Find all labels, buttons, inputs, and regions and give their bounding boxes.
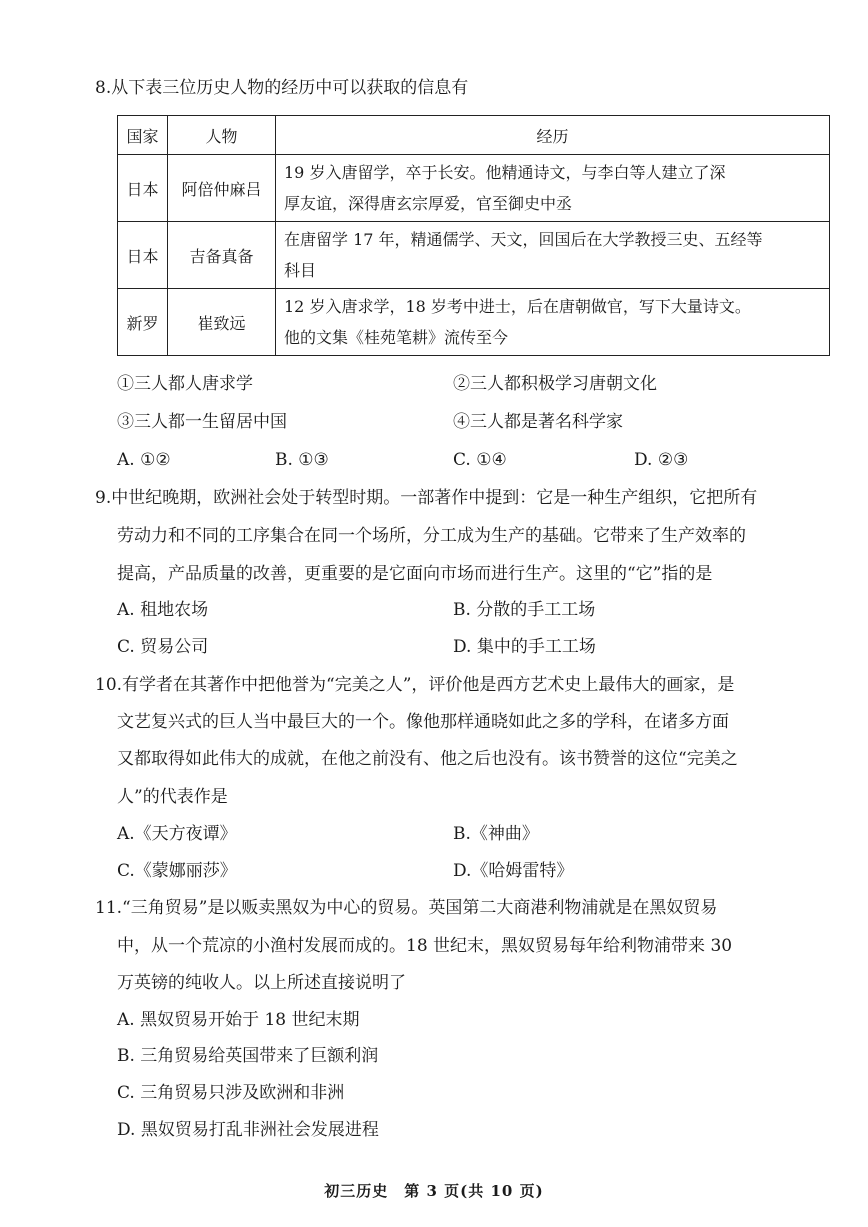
- q8-stem: 8.从下表三位历史人物的经历中可以获取的信息有: [95, 78, 469, 98]
- q8-table: [117, 115, 830, 356]
- row-experience: [276, 155, 830, 222]
- q11-option-a: A. 黑奴贸易开始于 18 世纪末期: [117, 1010, 360, 1030]
- q10-option-a: A.《天方夜谭》: [117, 824, 237, 844]
- q11-stem-line: 万英镑的纯收人。以上所述直接说明了: [117, 973, 406, 993]
- q10-option-c: C.《蒙娜丽莎》: [117, 861, 237, 881]
- experience-line: 厚友谊，深得唐玄宗厚爱，官至御史中丞: [284, 194, 573, 213]
- experience-line: 19 岁入唐留学，卒于长安。他精通诗文，与李白等人建立了深: [284, 163, 726, 182]
- q10-stem-line: 人”的代表作是: [117, 787, 228, 807]
- row-person: 吉备真备: [168, 222, 276, 289]
- row-experience: [276, 222, 830, 289]
- q8-statement-2: ②三人都积极学习唐朝文化: [453, 374, 657, 394]
- q9-option-b: B. 分散的手工工场: [453, 600, 596, 620]
- header-person: 人物: [168, 116, 276, 155]
- table-header-row: [118, 116, 830, 155]
- experience-line: 12 岁入唐求学，18 岁考中进士，后在唐朝做官，写下大量诗文。: [284, 297, 751, 316]
- q10-stem-line: 10.有学者在其著作中把他誉为“完美之人”，评价他是西方艺术史上最伟大的画家，是: [95, 675, 735, 695]
- q9-stem-line: 提高，产品质量的改善，更重要的是它面向市场而进行生产。这里的“它”指的是: [117, 564, 713, 584]
- q11-stem-line: 中，从一个荒凉的小渔村发展而成的。18 世纪末，黑奴贸易每年给利物浦带来 30: [117, 936, 733, 956]
- row-country: 日本: [118, 222, 168, 289]
- q8-statement-3: ③三人都一生留居中国: [117, 412, 287, 432]
- row-country: 新罗: [118, 289, 168, 356]
- q10-stem-line: 文艺复兴式的巨人当中最巨大的一个。像他那样通晓如此之多的学科，在诸多方面: [117, 712, 729, 732]
- q9-option-d: D. 集中的手工工场: [453, 637, 596, 657]
- table-row: [118, 289, 830, 356]
- q8-option-c: C. ①④: [453, 450, 507, 470]
- q8-option-a: A. ①②: [117, 450, 171, 470]
- header-country: 国家: [118, 116, 168, 155]
- q11-stem-line: 11.“三角贸易”是以贩卖黑奴为中心的贸易。英国第二大商港利物浦就是在黑奴贸易: [95, 898, 718, 918]
- page-footer: 初三历史 第 3 页(共 10 页): [324, 1182, 544, 1200]
- q11-option-c: C. 三角贸易只涉及欧洲和非洲: [117, 1083, 345, 1103]
- q10-stem-line: 又都取得如此伟大的成就，在他之前没有、他之后也没有。该书赞誉的这位“完美之: [117, 749, 738, 769]
- table-row: [118, 155, 830, 222]
- experience-line: 他的文集《桂苑笔耕》流传至今: [284, 328, 509, 347]
- row-country: 日本: [118, 155, 168, 222]
- q8-statement-4: ④三人都是著名科学家: [453, 412, 623, 432]
- q9-option-c: C. 贸易公司: [117, 637, 209, 657]
- experience-line: 科目: [284, 261, 317, 280]
- q9-stem-line: 9.中世纪晚期，欧洲社会处于转型时期。一部著作中提到：它是一种生产组织，它把所有: [95, 488, 758, 508]
- experience-line: 在唐留学 17 年，精通儒学、天文，回国后在大学教授三史、五经等: [284, 230, 763, 249]
- header-experience: 经历: [276, 116, 830, 155]
- row-experience: [276, 289, 830, 356]
- q9-stem-line: 劳动力和不同的工序集合在同一个场所，分工成为生产的基础。它带来了生产效率的: [117, 526, 746, 546]
- q8-option-b: B. ①③: [275, 450, 329, 470]
- q11-option-b: B. 三角贸易给英国带来了巨额利润: [117, 1046, 379, 1066]
- q11-option-d: D. 黑奴贸易打乱非洲社会发展进程: [117, 1120, 379, 1140]
- q8-option-d: D. ②③: [634, 450, 689, 470]
- q8-statement-1: ①三人都人唐求学: [117, 374, 253, 394]
- q10-option-d: D.《哈姆雷特》: [453, 861, 574, 881]
- q9-option-a: A. 租地农场: [117, 600, 209, 620]
- table-row: [118, 222, 830, 289]
- q10-option-b: B.《神曲》: [453, 824, 539, 844]
- row-person: 崔致远: [168, 289, 276, 356]
- row-person: 阿倍仲麻吕: [168, 155, 276, 222]
